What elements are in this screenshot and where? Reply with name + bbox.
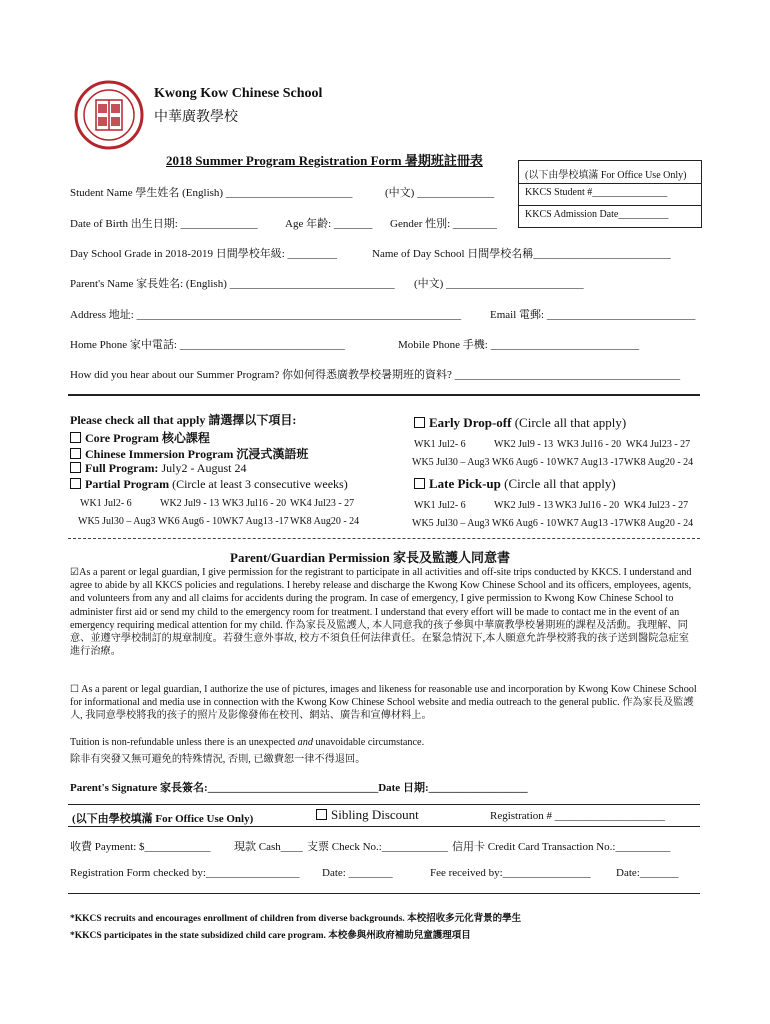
program-instruction: Please check all that apply 請選擇以下項目: — [70, 413, 297, 427]
early-dropoff-option[interactable]: Early Drop-off (Circle all that apply) — [414, 415, 626, 431]
mobile-phone-field[interactable]: Mobile Phone 手機: ___________________________ — [398, 339, 640, 351]
school-logo — [74, 80, 144, 150]
checkbox-icon[interactable] — [414, 417, 425, 428]
tuition-note: Tuition is non-refundable unless there is an unexpected and unavoidable circumstance. — [70, 737, 425, 748]
gender-field[interactable]: Gender 性別: ________ — [390, 218, 497, 230]
dropoff-week[interactable]: WK3 Jul16 - 20 — [557, 439, 622, 450]
school-name-en: Kwong Kow Chinese School — [154, 86, 323, 101]
dropoff-week[interactable]: WK8 Aug20 - 24 — [624, 457, 694, 468]
full-program-option[interactable]: Full Program: July2 - August 24 — [70, 461, 246, 476]
dropoff-week[interactable]: WK2 Jul9 - 13 — [494, 439, 554, 450]
week-option[interactable]: WK3 Jul16 - 20 — [222, 498, 287, 509]
core-program-option[interactable]: Core Program 核心課程 — [70, 429, 210, 446]
week-option[interactable]: WK1 Jul2- 6 — [80, 498, 132, 509]
date-field[interactable]: Date:_______ — [616, 867, 679, 879]
week-option[interactable]: WK6 Aug6 - 10 — [158, 516, 223, 527]
pickup-week[interactable]: WK5 Jul30 – Aug3 — [412, 518, 490, 529]
partial-program-option[interactable]: Partial Program (Circle at least 3 consecutive weeks) — [70, 477, 348, 492]
check-field[interactable]: 支票 Check No.:____________ — [307, 841, 448, 853]
permission-title: Parent/Guardian Permission 家長及監護人同意書 — [230, 550, 510, 565]
week-option[interactable]: WK8 Aug20 - 24 — [290, 516, 360, 527]
date-field[interactable]: Date: ________ — [322, 867, 393, 879]
signature-field[interactable]: Parent's Signature 家長簽名:_______________________________Date 日期:__________________ — [70, 782, 528, 794]
grade-field[interactable]: Day School Grade in 2018-2019 日間學校年級: _________ — [70, 248, 338, 260]
divider — [68, 394, 700, 396]
pickup-week[interactable]: WK6 Aug6 - 10 — [492, 518, 557, 529]
student-number-field[interactable]: KKCS Student #_______________ — [525, 187, 668, 198]
divider — [68, 893, 700, 894]
student-name-field[interactable]: Student Name 學生姓名 (English) _______________________ — [70, 187, 353, 199]
media-consent-paragraph: ☐ As a parent or legal guardian, I authorize the use of pictures, images and likeness for reasonable use and incorporation by Kwong Kow Chinese School for informational and media use in connection with the Kwong Kow Chinese School website and media outreach to the general public. 作為家長及監護人, 我同意學校將我的孩子的照片及影像發佈在校刊、網站、廣告和宣傳材料上。 — [70, 684, 697, 722]
email-field[interactable]: Email 電郵: ___________________________ — [490, 309, 696, 321]
checkbox-icon[interactable] — [70, 478, 81, 489]
pickup-week[interactable]: WK8 Aug20 - 24 — [624, 518, 694, 529]
pickup-week[interactable]: WK1 Jul2- 6 — [414, 500, 466, 511]
office-use-title: (以下由學校填滿 For Office Use Only) — [72, 813, 254, 825]
credit-card-field[interactable]: 信用卡 Credit Card Transaction No.:__________ — [452, 841, 671, 853]
divider — [68, 538, 700, 539]
checkbox-icon[interactable] — [414, 478, 425, 489]
pickup-week[interactable]: WK7 Aug13 -17 — [557, 518, 624, 529]
checkbox-icon[interactable] — [70, 432, 81, 443]
cash-field[interactable]: 現款 Cash____ — [234, 841, 303, 853]
dropoff-week[interactable]: WK7 Aug13 -17 — [557, 457, 624, 468]
school-name-zh: 中華廣教學校 — [154, 110, 238, 125]
address-field[interactable]: Address 地址: ___________________________________________________________ — [70, 309, 462, 321]
immersion-program-option[interactable]: Chinese Immersion Program 沉浸式漢語班 — [70, 445, 308, 462]
dropoff-week[interactable]: WK4 Jul23 - 27 — [626, 439, 691, 450]
office-box-title: (以下由學校填滿 For Office Use Only) — [525, 170, 687, 181]
dropoff-week[interactable]: WK6 Aug6 - 10 — [492, 457, 557, 468]
checkbox-icon[interactable] — [316, 809, 327, 820]
pickup-week[interactable]: WK3 Jul16 - 20 — [555, 500, 620, 511]
payment-field[interactable]: 收費 Payment: $____________ — [70, 841, 211, 853]
day-school-field[interactable]: Name of Day School 日間學校名稱_________________________ — [372, 248, 671, 260]
hear-about-field[interactable]: How did you hear about our Summer Program? 你如何得悉廣教學校暑期班的資料? _________________________________________ — [70, 369, 681, 381]
admission-date-field[interactable]: KKCS Admission Date__________ — [525, 209, 669, 220]
checkbox-icon[interactable] — [70, 462, 81, 473]
footer-note: *KKCS participates in the state subsidized child care program. 本校參與州政府補助兒童護理項目 — [70, 931, 471, 941]
pickup-week[interactable]: WK2 Jul9 - 13 — [494, 500, 554, 511]
student-name-zh-field[interactable]: (中文) ______________ — [385, 187, 495, 199]
tuition-note-zh: 除非有突發又無可避免的特殊情況, 否則, 已繳費恕一律不得退回。 — [70, 754, 366, 765]
parent-name-field[interactable]: Parent's Name 家長姓名: (English) ______________________________ — [70, 278, 395, 290]
form-title: 2018 Summer Program Registration Form 暑期班註冊表 — [166, 153, 483, 168]
pickup-week[interactable]: WK4 Jul23 - 27 — [624, 500, 689, 511]
registration-number-field[interactable]: Registration # ____________________ — [490, 810, 665, 822]
office-use-box — [518, 160, 702, 228]
week-option[interactable]: WK2 Jul9 - 13 — [160, 498, 220, 509]
dropoff-week[interactable]: WK5 Jul30 – Aug3 — [412, 457, 490, 468]
week-option[interactable]: WK4 Jul23 - 27 — [290, 498, 355, 509]
footer-note: *KKCS recruits and encourages enrollment of children from diverse backgrounds. 本校招收多元化背景的學生 — [70, 914, 522, 924]
fee-received-field[interactable]: Fee received by:________________ — [430, 867, 591, 879]
divider — [68, 826, 700, 827]
week-option[interactable]: WK7 Aug13 -17 — [222, 516, 289, 527]
dropoff-week[interactable]: WK1 Jul2- 6 — [414, 439, 466, 450]
sibling-discount-option[interactable]: Sibling Discount — [316, 807, 419, 823]
checked-by-field[interactable]: Registration Form checked by:_________________ — [70, 867, 300, 879]
age-field[interactable]: Age 年齡: _______ — [285, 218, 373, 230]
late-pickup-option[interactable]: Late Pick-up (Circle all that apply) — [414, 476, 616, 492]
permission-paragraph: ☑As a parent or legal guardian, I give permission for the registrant to participate in all activities and off-site trips conducted by KKCS. I understand and agree to abide by all KKCS policies and regulations. I hereby release and discharge the Kwong Kow Chinese School and its officers, employees, agents, and volunteers from any and all claims for accidents during the program. In case of emergency, I give permission to Kwong Kow Chinese School to administer first aid or send my child to the emergency room for treatment. I understand that every effort will be made to contact me in the event of an emergency requiring medical attention for my child. 作為家長及監護人, 本人同意我的孩子參與中華廣教學校暑期班的課程及活動。我理解、同意、並遵守學校制訂的規章制度。若發生意外事故, 校方不須負任何法律責任。在緊急情況下,本人願意允許學校將我的孩子送到醫院急症室進行治療。 — [70, 567, 692, 658]
dob-field[interactable]: Date of Birth 出生日期: ______________ — [70, 218, 258, 230]
checkbox-icon[interactable] — [70, 448, 81, 459]
parent-name-zh-field[interactable]: (中文) _________________________ — [414, 278, 584, 290]
home-phone-field[interactable]: Home Phone 家中電話: ______________________________ — [70, 339, 345, 351]
divider — [68, 804, 700, 805]
week-option[interactable]: WK5 Jul30 – Aug3 — [78, 516, 156, 527]
